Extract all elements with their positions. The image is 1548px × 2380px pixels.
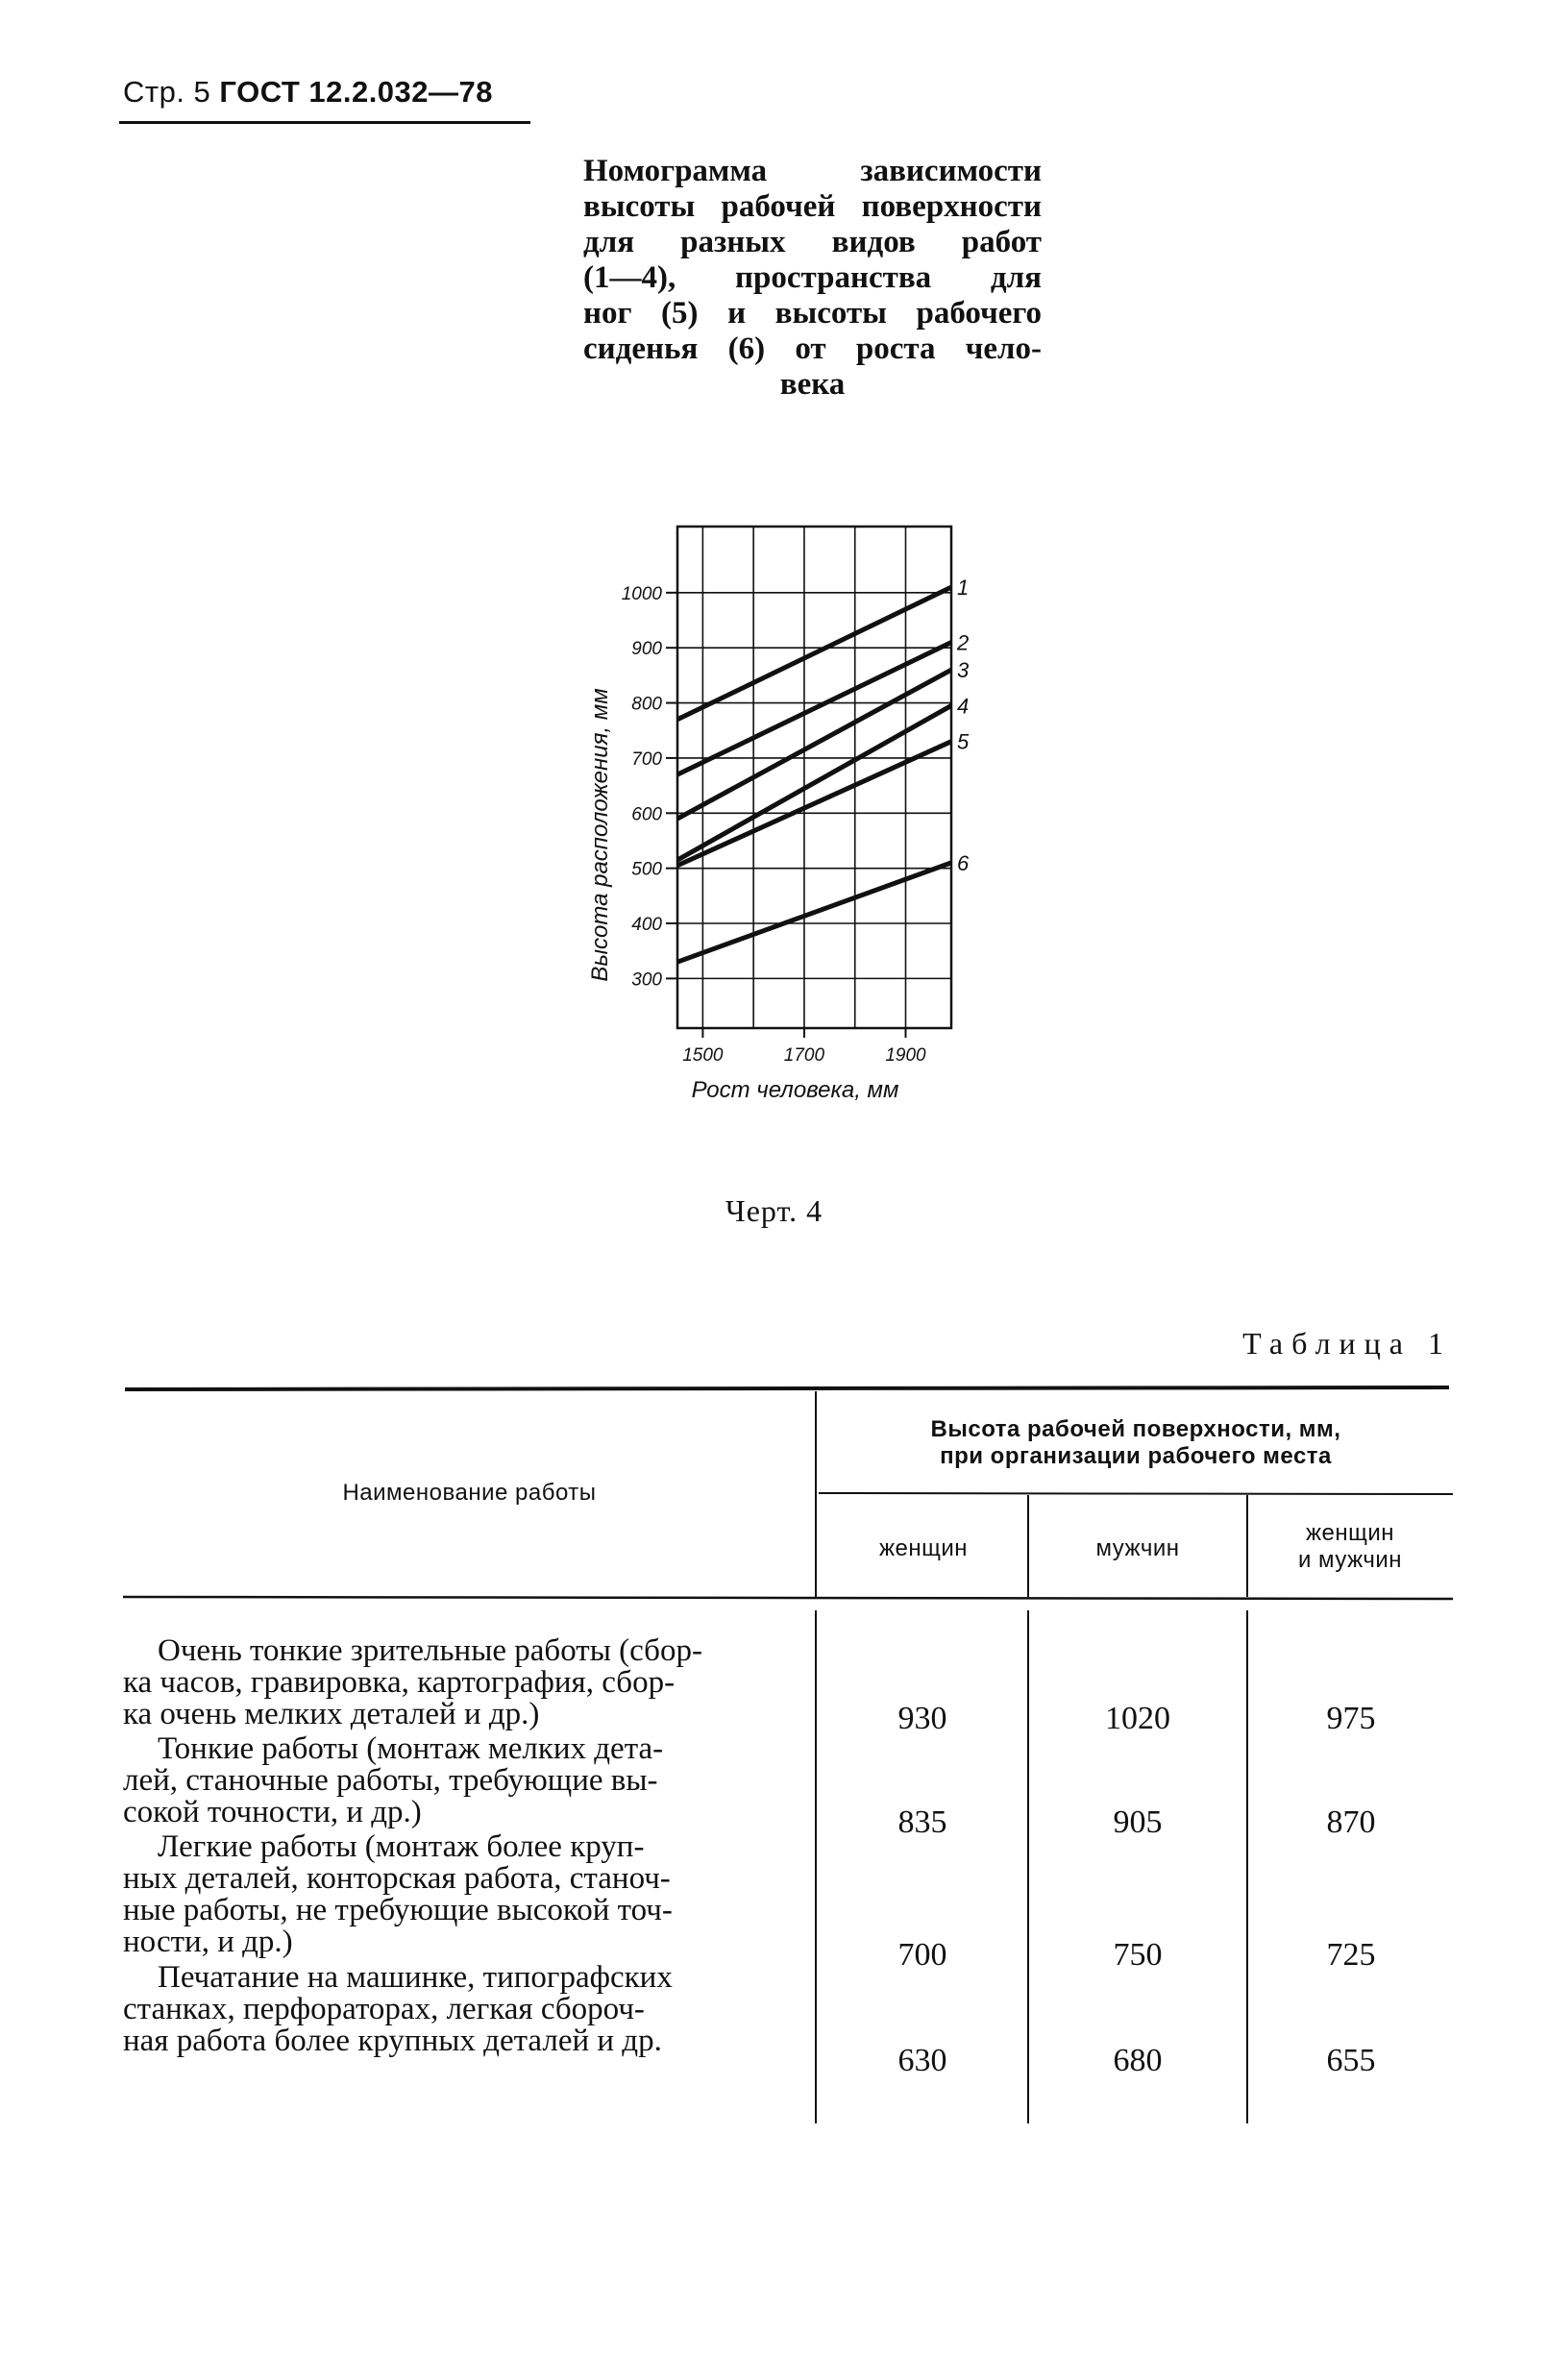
x-tick-label: 1700: [783, 1045, 825, 1066]
caption-line: для разных видов работ: [583, 225, 1042, 259]
series-label-2: 2: [957, 630, 970, 655]
x-tick-label: 1500: [682, 1045, 724, 1066]
row-text-line: ка часов, гравировка, картография, сбор-: [123, 1665, 676, 1700]
column-header-men: мужчин: [1095, 1535, 1180, 1561]
document-number: ГОСТ 12.2.032—78: [219, 75, 494, 109]
figure-label: Черт. 4: [725, 1193, 823, 1228]
row-text-line: Печатание на машинке, типографских: [158, 1960, 673, 1995]
cell-both: 975: [1326, 1701, 1376, 1736]
nomogram-chart: [557, 509, 1009, 1124]
group-header-line: Высота рабочей поверхности, мм,: [930, 1416, 1341, 1442]
table-row-label: [123, 1962, 794, 2057]
row-text-line: ка очень мелких деталей и др.): [123, 1697, 540, 1731]
column-header-women: женщин: [878, 1535, 969, 1561]
series-line-1: [677, 587, 951, 720]
row-text-line: Легкие работы (монтаж более круп-: [158, 1829, 645, 1864]
caption-line: сиденья (6) от роста чело-: [583, 331, 1042, 366]
header-rule: [119, 121, 530, 124]
table-label: Таблица 1: [1242, 1326, 1452, 1361]
cell-men: 1020: [1105, 1701, 1170, 1736]
caption-line: высоты рабочей поверхности: [583, 189, 1042, 224]
table-row-label: [123, 1831, 794, 1958]
row-text-line: сокой точности, и др.): [123, 1795, 422, 1829]
x-tick-label: 1900: [885, 1045, 926, 1066]
cell-women: 835: [897, 1804, 947, 1840]
caption-line: ног (5) и высоты рабочего: [583, 296, 1042, 331]
y-tick-label: 400: [631, 915, 662, 936]
cell-both: 725: [1326, 1937, 1376, 1973]
row-text-line: ные работы, не требующие высокой точ-: [123, 1893, 673, 1927]
row-text-line: Тонкие работы (монтаж мелких дета-: [158, 1731, 664, 1766]
cell-men: 750: [1113, 1937, 1163, 1973]
data-table: [123, 1382, 1453, 2131]
page-header: [123, 75, 493, 110]
plot-frame: [677, 527, 951, 1028]
series-label-1: 1: [957, 576, 970, 601]
series-label-3: 3: [957, 658, 970, 683]
series-label-6: 6: [957, 850, 970, 875]
caption-line: Номограмма зависимости: [583, 154, 1042, 188]
column-header-both-line2: и мужчин: [1297, 1547, 1403, 1573]
series-line-5: [677, 742, 951, 866]
figure-caption: [583, 154, 1042, 403]
table-row-label: [123, 1733, 794, 1828]
y-tick-label: 300: [631, 969, 662, 991]
cell-both: 655: [1326, 2043, 1376, 2078]
y-tick-label: 500: [631, 859, 662, 880]
cell-women: 930: [897, 1701, 947, 1736]
y-tick-label: 800: [631, 694, 662, 715]
cell-men: 680: [1113, 2043, 1163, 2078]
series-line-3: [677, 670, 951, 819]
row-text-line: станках, перфораторах, легкая сбороч-: [123, 1992, 645, 2026]
y-tick-label: 700: [631, 748, 662, 770]
cell-women: 630: [897, 2043, 947, 2078]
y-tick-label: 900: [631, 639, 662, 660]
column-header-both-line1: женщин: [1305, 1520, 1395, 1546]
x-axis-label: Рост человека, мм: [691, 1077, 899, 1103]
row-text-line: ности, и др.): [123, 1925, 293, 1959]
series-line-2: [677, 642, 951, 774]
table-row-label: [123, 1635, 794, 1730]
cell-men: 905: [1113, 1804, 1163, 1840]
row-text-line: ная работа более крупных деталей и др.: [123, 2024, 662, 2058]
caption-line: (1—4), пространства для: [583, 260, 1042, 295]
series-label-4: 4: [957, 694, 970, 719]
caption-line: века: [779, 367, 846, 402]
series-line-4: [677, 705, 951, 860]
group-header-line: при организации рабочего места: [940, 1443, 1332, 1469]
column-header-work-name: Наименование работы: [342, 1480, 597, 1506]
series-label-5: 5: [957, 729, 970, 754]
y-tick-label: 600: [631, 804, 662, 825]
page-number: Стр. 5: [123, 75, 211, 109]
cell-both: 870: [1326, 1804, 1376, 1840]
cell-women: 700: [897, 1937, 947, 1973]
row-text-line: Очень тонкие зрительные работы (сбор-: [158, 1633, 702, 1668]
row-text-line: лей, станочные работы, требующие вы-: [123, 1763, 658, 1798]
y-tick-label: 1000: [621, 583, 662, 604]
series-line-6: [677, 863, 951, 962]
row-text-line: ных деталей, конторская работа, станоч-: [123, 1861, 671, 1896]
y-axis-label: Высота расположения, мм: [587, 688, 613, 982]
